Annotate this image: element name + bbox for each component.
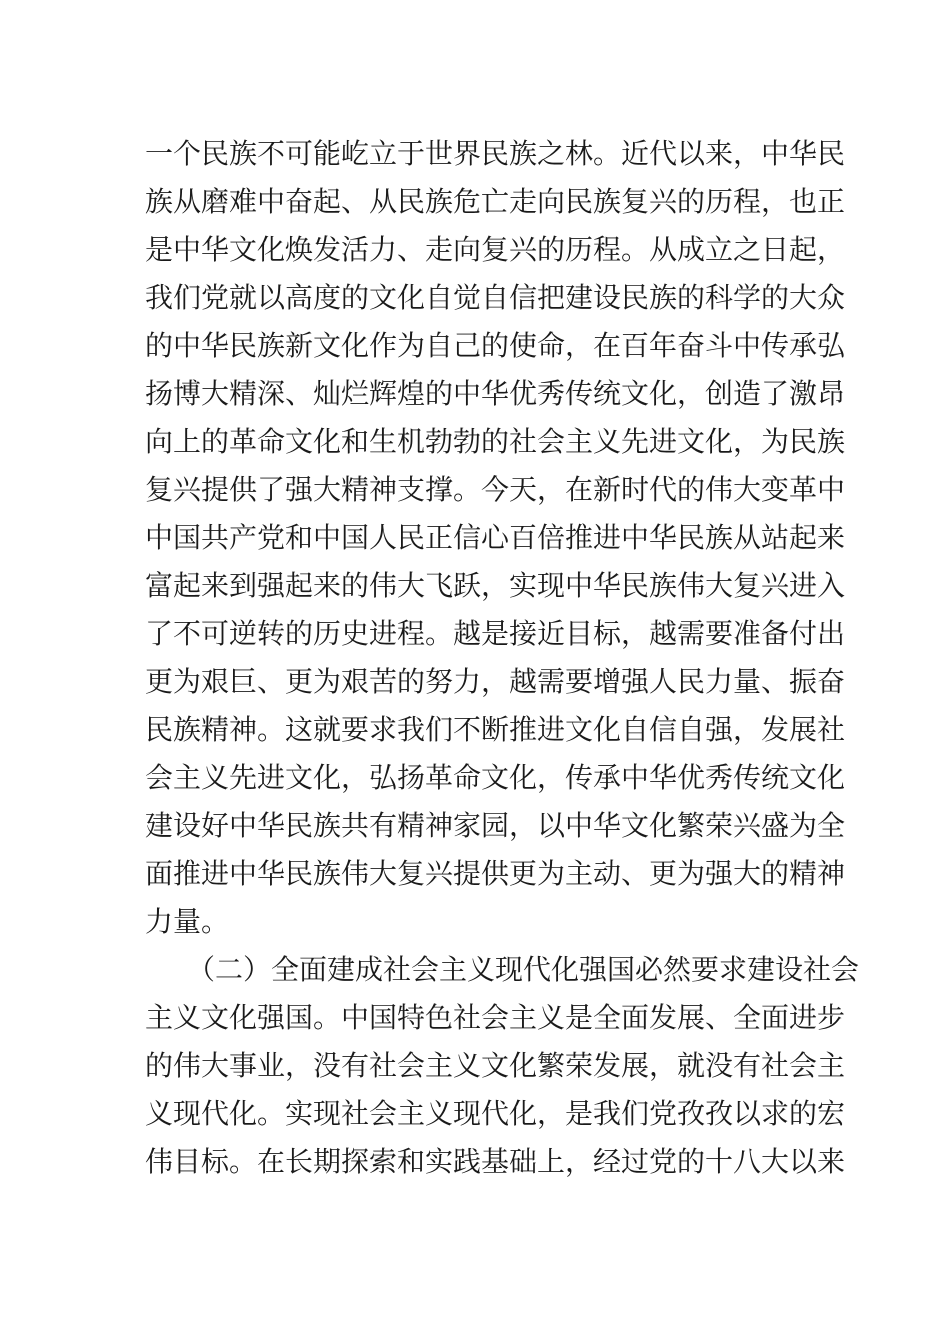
text-line: 富起来到强起来的伟大飞跃，实现中华民族伟大复兴进入 — [145, 569, 846, 602]
text-line: 面推进中华民族伟大复兴提供更为主动、更为强大的精神 — [145, 857, 846, 890]
text-line: 伟目标。在长期探索和实践基础上，经过党的十八大以来 — [145, 1145, 846, 1178]
text-line: 族从磨难中奋起、从民族危亡走向民族复兴的历程，也正 — [145, 185, 846, 218]
text-line: 是中华文化焕发活力、走向复兴的历程。从成立之日起， — [145, 233, 846, 266]
text-line: 中国共产党和中国人民正信心百倍推进中华民族从站起来 — [145, 521, 846, 554]
paragraph-1 — [145, 130, 846, 946]
text-line: 一个民族不可能屹立于世界民族之林。近代以来，中华民 — [145, 137, 846, 170]
text-line: 向上的革命文化和生机勃勃的社会主义先进文化，为民族 — [145, 425, 846, 458]
paragraph-2 — [145, 946, 860, 1186]
body-text — [145, 130, 860, 1186]
section-heading-line: （二）全面建成社会主义现代化强国必然要求建设社会 — [187, 953, 860, 986]
text-line: 民族精神。这就要求我们不断推进文化自信自强，发展社 — [145, 713, 846, 746]
text-line: 扬博大精深、灿烂辉煌的中华优秀传统文化，创造了激昂 — [145, 377, 846, 410]
text-line: 的中华民族新文化作为自己的使命，在百年奋斗中传承弘 — [145, 329, 846, 362]
text-line: 的伟大事业，没有社会主义文化繁荣发展，就没有社会主 — [145, 1049, 846, 1082]
text-line: 我们党就以高度的文化自觉自信把建设民族的科学的大众 — [145, 281, 846, 314]
text-line: 会主义先进文化，弘扬革命文化，传承中华优秀传统文化 — [145, 761, 846, 794]
text-line: 建设好中华民族共有精神家园，以中华文化繁荣兴盛为全 — [145, 809, 846, 842]
text-line: 了不可逆转的历史进程。越是接近目标，越需要准备付出 — [145, 617, 846, 650]
text-line: 主义文化强国。中国特色社会主义是全面发展、全面进步 — [145, 1001, 846, 1034]
text-line: 力量。 — [145, 905, 230, 938]
text-line: 更为艰巨、更为艰苦的努力，越需要增强人民力量、振奋 — [145, 665, 846, 698]
text-line: 复兴提供了强大精神支撑。今天，在新时代的伟大变革中 — [145, 473, 846, 506]
text-line: 义现代化。实现社会主义现代化，是我们党孜孜以求的宏 — [145, 1097, 846, 1130]
